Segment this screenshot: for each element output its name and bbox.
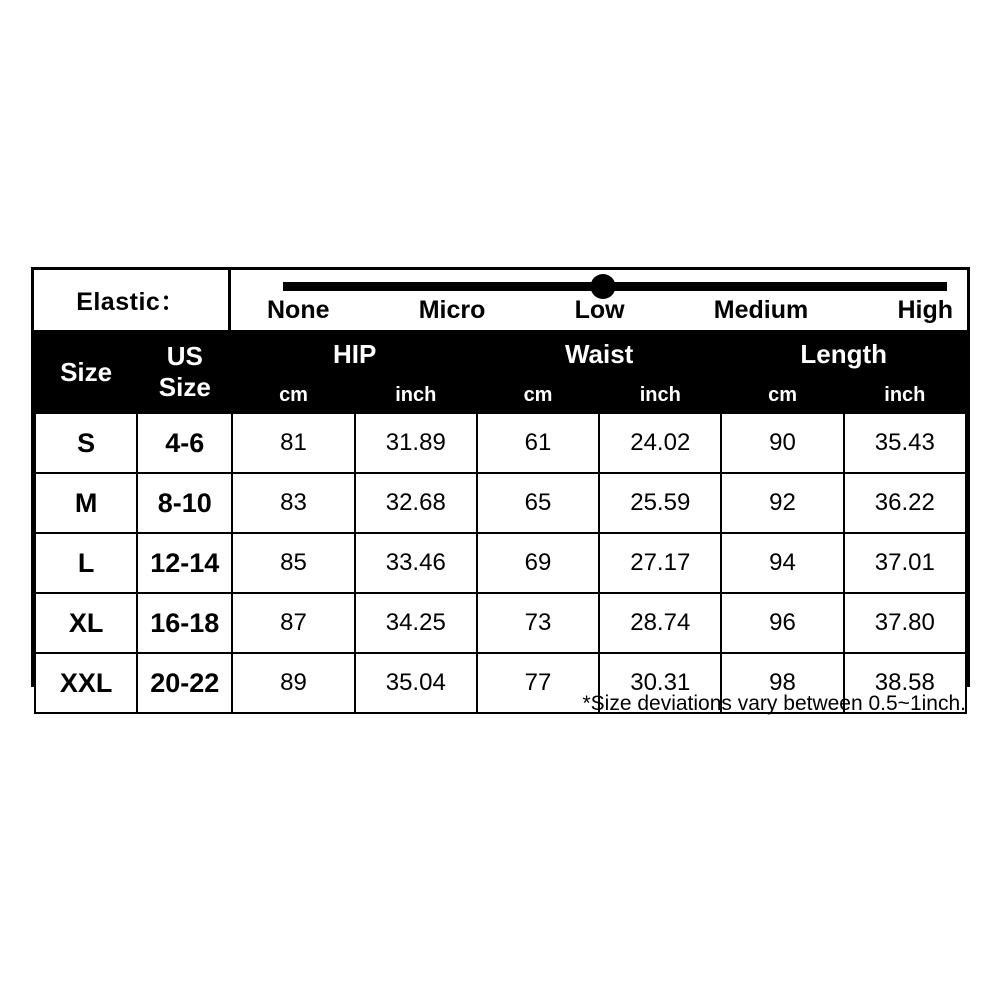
- cell-hip-cm: 87: [232, 593, 354, 653]
- cell-waist-inch: 30.31: [599, 653, 721, 713]
- slider-tick-none: None: [267, 296, 330, 324]
- size-table: [34, 330, 967, 714]
- header-waist-inch: inch: [599, 377, 721, 413]
- cell-waist-inch: 25.59: [599, 473, 721, 533]
- cell-hip-inch: 31.89: [355, 413, 477, 473]
- cell-waist-cm: 69: [477, 533, 599, 593]
- header-hip-cm: cm: [232, 377, 354, 413]
- cell-length-inch: 35.43: [844, 413, 966, 473]
- header-hip-inch: inch: [355, 377, 477, 413]
- elastic-slider[interactable]: [231, 270, 967, 330]
- cell-us-size: 16-18: [137, 593, 232, 653]
- cell-hip-inch: 33.46: [355, 533, 477, 593]
- elastic-row: [34, 270, 967, 330]
- header-length-cm: cm: [721, 377, 843, 413]
- cell-waist-cm: 77: [477, 653, 599, 713]
- table-group-header-row: [35, 331, 966, 377]
- cell-us-size: 4-6: [137, 413, 232, 473]
- cell-length-inch: 37.01: [844, 533, 966, 593]
- size-chart: [31, 267, 970, 698]
- cell-size: S: [35, 413, 137, 473]
- slider-tick-low: Low: [574, 296, 625, 324]
- cell-length-inch: 37.80: [844, 593, 966, 653]
- size-deviation-note: *Size deviations vary between 0.5~1inch.: [582, 692, 966, 715]
- cell-size: M: [35, 473, 137, 533]
- header-length-inch: inch: [844, 377, 966, 413]
- cell-size: L: [35, 533, 137, 593]
- cell-waist-cm: 73: [477, 593, 599, 653]
- cell-length-inch: 36.22: [844, 473, 966, 533]
- table-row: [35, 473, 966, 533]
- cell-waist-cm: 65: [477, 473, 599, 533]
- cell-hip-inch: 35.04: [355, 653, 477, 713]
- header-waist-cm: cm: [477, 377, 599, 413]
- cell-waist-inch: 28.74: [599, 593, 721, 653]
- cell-waist-cm: 61: [477, 413, 599, 473]
- header-length: Length: [721, 331, 966, 377]
- cell-us-size: 12-14: [137, 533, 232, 593]
- header-waist: Waist: [477, 331, 722, 377]
- cell-length-cm: 96: [721, 593, 843, 653]
- cell-us-size: 8-10: [137, 473, 232, 533]
- header-us-size: US Size: [137, 331, 232, 413]
- cell-waist-inch: 24.02: [599, 413, 721, 473]
- cell-size: XL: [35, 593, 137, 653]
- cell-size: XXL: [35, 653, 137, 713]
- slider-tick-labels: [231, 296, 967, 325]
- cell-hip-cm: 83: [232, 473, 354, 533]
- cell-hip-cm: 85: [232, 533, 354, 593]
- table-row: [35, 413, 966, 473]
- cell-us-size: 20-22: [137, 653, 232, 713]
- table-head: [35, 331, 966, 413]
- cell-hip-inch: 32.68: [355, 473, 477, 533]
- cell-hip-inch: 34.25: [355, 593, 477, 653]
- table-row: [35, 533, 966, 593]
- cell-length-cm: 90: [721, 413, 843, 473]
- table-body: [35, 413, 966, 713]
- cell-hip-cm: 89: [232, 653, 354, 713]
- slider-tick-high: High: [897, 296, 953, 324]
- cell-length-inch: 38.58: [844, 653, 966, 713]
- cell-hip-cm: 81: [232, 413, 354, 473]
- cell-length-cm: 94: [721, 533, 843, 593]
- header-size: Size: [35, 331, 137, 413]
- cell-length-cm: 98: [721, 653, 843, 713]
- header-hip: HIP: [232, 331, 477, 377]
- elastic-label-cell: [34, 270, 231, 330]
- cell-waist-inch: 27.17: [599, 533, 721, 593]
- cell-length-cm: 92: [721, 473, 843, 533]
- table-row: [35, 593, 966, 653]
- slider-tick-micro: Micro: [418, 296, 486, 324]
- elastic-label: Elastic：: [76, 288, 186, 316]
- slider-tick-medium: Medium: [713, 296, 809, 324]
